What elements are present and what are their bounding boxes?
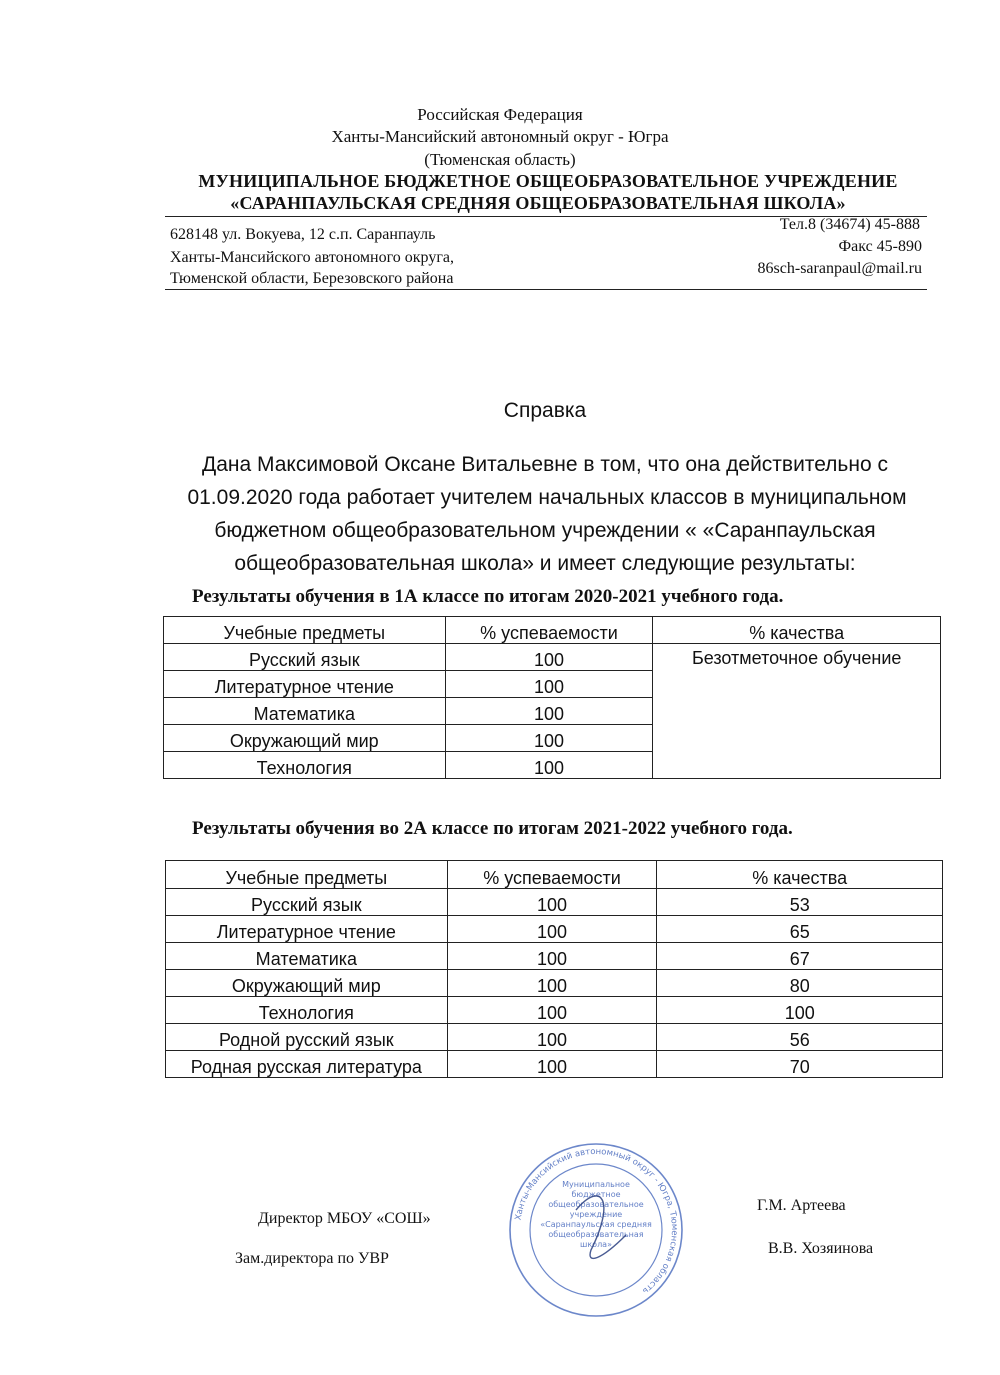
- table-row: [164, 644, 941, 671]
- fax-number: Факс 45-890: [838, 238, 922, 255]
- table1-progress: 100: [445, 644, 653, 671]
- address-line2: Ханты-Мансийского автономного округа,: [170, 249, 455, 266]
- header-oblast: (Тюменская область): [424, 150, 576, 169]
- table2-quality: 56: [657, 1024, 943, 1051]
- body-line2: 01.09.2020 года работает учителем начальных классов в муниципальном: [187, 486, 907, 509]
- address-line3: Тюменской области, Березовского района: [170, 270, 454, 287]
- school-seal-stamp: [506, 1140, 686, 1320]
- table-row: [166, 916, 943, 943]
- table2-progress: 100: [447, 1051, 657, 1078]
- table2-header-progress: % успеваемости: [447, 861, 657, 889]
- institution-name-line1: МУНИЦИПАЛЬНОЕ БЮДЖЕТНОЕ ОБЩЕОБРАЗОВАТЕЛЬНОЕ УЧРЕЖДЕНИЕ: [198, 171, 898, 191]
- body-line4: общеобразовательная школа» и имеет следующие результаты:: [234, 552, 856, 575]
- table2-subject: Окружающий мир: [166, 970, 448, 997]
- address-line1: 628148 ул. Вокуева, 12 с.п. Саранпауль: [170, 226, 436, 243]
- stamp-inner: [540, 1180, 652, 1280]
- table1-progress: 100: [445, 725, 653, 752]
- table1-progress: 100: [445, 671, 653, 698]
- deputy-title: Зам.директора по УВР: [235, 1250, 389, 1267]
- stamp-inner-text: Муниципальное бюджетное общеобразовательное учреждение «Саранпаульская средняя общеобразовательная школа»: [540, 1180, 652, 1249]
- table2-quality: 100: [657, 997, 943, 1024]
- table2-subject: Технология: [166, 997, 448, 1024]
- table2-header-quality: % качества: [657, 861, 943, 889]
- header-country: Российская Федерация: [417, 105, 583, 124]
- table1-header-quality: % качества: [653, 617, 941, 644]
- table1-subject: Окружающий мир: [164, 725, 446, 752]
- table2-quality: 53: [657, 889, 943, 916]
- table2-progress: 100: [447, 889, 657, 916]
- table2-quality: 67: [657, 943, 943, 970]
- table2-progress: 100: [447, 970, 657, 997]
- table2-subject: Родной русский язык: [166, 1024, 448, 1051]
- table1-subject: Математика: [164, 698, 446, 725]
- table2-progress: 100: [447, 916, 657, 943]
- institution-name-line2: «САРАНПАУЛЬСКАЯ СРЕДНЯЯ ОБЩЕОБРАЗОВАТЕЛЬНАЯ ШКОЛА»: [230, 193, 846, 213]
- table1-header-row: [164, 617, 941, 644]
- body-line3: бюджетном общеобразовательном учреждении « «Саранпаульская: [214, 519, 876, 542]
- table-row: [166, 889, 943, 916]
- table2-subject: Родная русская литература: [166, 1051, 448, 1078]
- table-row: [166, 943, 943, 970]
- table2-progress: 100: [447, 1024, 657, 1051]
- table1-header-subject: Учебные предметы: [164, 617, 446, 644]
- phone-number: Тел.8 (34674) 45-888: [779, 216, 920, 233]
- table1-progress: 100: [445, 698, 653, 725]
- table1-header-progress: % успеваемости: [445, 617, 653, 644]
- deputy-name: В.В. Хозяинова: [768, 1240, 874, 1257]
- table2-subject: Русский язык: [166, 889, 448, 916]
- table2-progress: 100: [447, 943, 657, 970]
- table-row: [166, 970, 943, 997]
- table2-header-row: [166, 861, 943, 889]
- table1: [163, 616, 941, 779]
- header-region: Ханты-Мансийский автономный округ - Югра: [331, 127, 669, 146]
- document-title: Справка: [503, 399, 587, 422]
- header-bottom-rule: [165, 289, 927, 290]
- table-row: [166, 1024, 943, 1051]
- table2-subject: Литературное чтение: [166, 916, 448, 943]
- director-title: Директор МБОУ «СОШ»: [258, 1210, 431, 1227]
- table2-quality: 70: [657, 1051, 943, 1078]
- table2-progress: 100: [447, 997, 657, 1024]
- body-line1: Дана Максимовой Оксане Витальевне в том, что она действительно с: [202, 453, 888, 476]
- director-name: Г.М. Артеева: [757, 1197, 846, 1214]
- stamp-outer-text: Ханты-Мансийский автономный округ - Югра, Тюменская область: [513, 1146, 680, 1296]
- table2-quality: 80: [657, 970, 943, 997]
- table2: [165, 860, 943, 1078]
- table2-title: Результаты обучения во 2А классе по итогам 2021-2022 учебного года.: [192, 818, 793, 839]
- table-row: [166, 1051, 943, 1078]
- table2-subject: Математика: [166, 943, 448, 970]
- table1-subject: Литературное чтение: [164, 671, 446, 698]
- table1-subject: Технология: [164, 752, 446, 779]
- table1-progress: 100: [445, 752, 653, 779]
- table2-quality: 65: [657, 916, 943, 943]
- table2-header-subject: Учебные предметы: [166, 861, 448, 889]
- email-address: 86sch-saranpaul@mail.ru: [757, 260, 922, 277]
- table1-quality-note: Безотметочное обучение: [653, 644, 941, 779]
- table1-title: Результаты обучения в 1А классе по итогам 2020-2021 учебного года.: [192, 586, 784, 607]
- table1-subject: Русский язык: [164, 644, 446, 671]
- table-row: [166, 997, 943, 1024]
